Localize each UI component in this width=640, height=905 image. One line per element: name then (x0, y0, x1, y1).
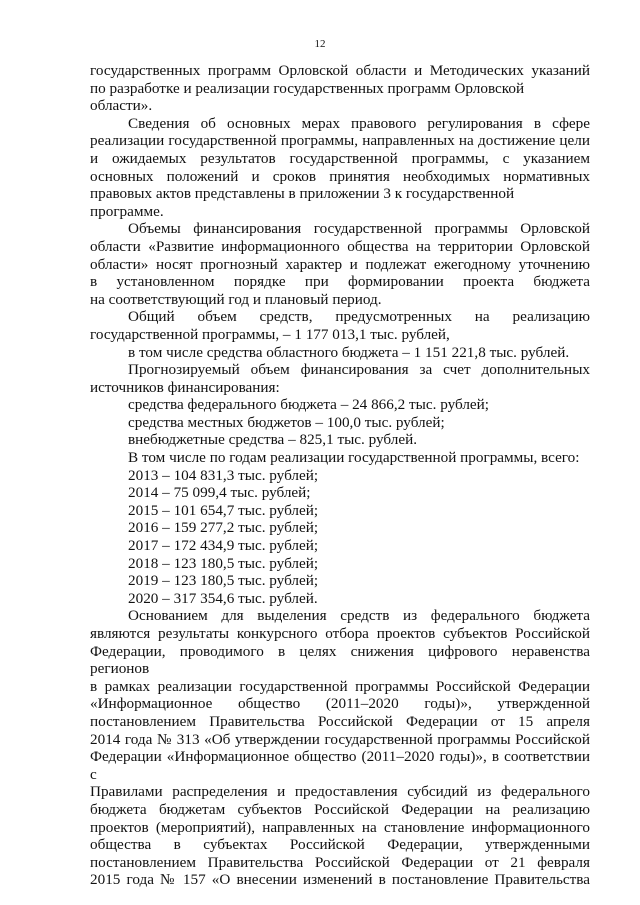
paragraph-line: 2015 года № 157 «О внесении изменений в постановление Правительства (90, 871, 590, 889)
paragraph-line: государственной программы, – 1 177 013,1 тыс. рублей, (90, 325, 450, 343)
year-funding-item: 2017 – 172 434,9 тыс. рублей; (128, 537, 319, 555)
paragraph-line: правовых актов представлены в приложении 3 к государственной программе. (90, 185, 515, 220)
paragraph-line: Федерации, проводимого в целях снижения цифрового неравенства регионов (90, 642, 590, 678)
year-funding-item: 2016 – 159 277,2 тыс. рублей; (128, 519, 319, 537)
paragraph-line: области «Развитие информационного общества на территории Орловской (90, 237, 590, 255)
paragraph-line: области» носят прогнозный характер и подлежат ежегодному уточнению (90, 255, 590, 273)
paragraph-line: по разработке и реализации государственных программ Орловской области». (90, 79, 525, 115)
paragraph-line: Федерации «Информационное общество (2011–2020 годы)», в соответствии с (90, 748, 590, 783)
year-funding-item: 2013 – 104 831,3 тыс. рублей; (128, 466, 319, 484)
year-funding-item: 2015 – 101 654,7 тыс. рублей; (128, 501, 319, 519)
paragraph-line: реализации государственной программы, направленных на достижение цели (90, 132, 590, 150)
paragraph-line: Основанием для выделения средств из федерального бюджета (128, 607, 590, 625)
paragraph-line: в установленном порядке при формировании проекта бюджета (90, 273, 590, 291)
paragraph-line: постановлением Правительства Российской Федерации от 21 февраля (90, 853, 590, 871)
paragraph-line: источников финансирования: (90, 378, 280, 396)
funding-source-item: внебюджетные средства – 825,1 тыс. рублей. (128, 431, 418, 449)
paragraph-line: государственных программ Орловской области и Методических указаний (90, 62, 590, 79)
paragraph-line: на соответствующий год и плановый период. (90, 290, 382, 308)
paragraph-line: Общий объем средств, предусмотренных на реализацию (128, 308, 590, 326)
paragraph-line: 2014 года № 313 «Об утверждении государственной программы Российской (90, 730, 590, 748)
year-funding-item: 2019 – 123 180,5 тыс. рублей; (128, 572, 319, 590)
funding-source-item: средства местных бюджетов – 100,0 тыс. рублей; (128, 413, 445, 431)
paragraph-line: основных положений и сроков принятия необходимых нормативных (90, 167, 590, 185)
paragraph-line: бюджета бюджетам субъектов Российской Федерации на реализацию (90, 800, 590, 818)
paragraph-line: в рамках реализации государственной программы Российской Федерации (90, 677, 590, 695)
paragraph-line: являются результаты конкурсного отбора проектов субъектов Российской (90, 625, 590, 642)
paragraph-line: общества в субъектах Российской Федерации, утвержденными (90, 836, 590, 854)
paragraph-line: Сведения об основных мерах правового регулирования в сфере (128, 114, 590, 132)
year-funding-item: 2020 – 317 354,6 тыс. рублей. (128, 589, 318, 607)
paragraph-line: проектов (мероприятий), направленных на становление информационного (90, 818, 590, 836)
paragraph-line: в том числе средства областного бюджета – 1 151 221,8 тыс. рублей. (128, 343, 570, 361)
paragraph-line: Правилами распределения и предоставления субсидий из федерального (90, 783, 590, 801)
year-funding-item: 2014 – 75 099,4 тыс. рублей; (128, 484, 311, 502)
paragraph-line: В том числе по годам реализации государственной программы, всего: (128, 449, 580, 467)
funding-source-item: средства федерального бюджета – 24 866,2 тыс. рублей; (128, 396, 490, 414)
document-body (90, 62, 590, 889)
paragraph-line: «Информационное общество (2011–2020 годы)», утвержденной (90, 695, 590, 713)
paragraph-line: Прогнозируемый объем финансирования за счет дополнительных (128, 361, 590, 379)
paragraph-line: и ожидаемых результатов государственной программы, с указанием (90, 149, 590, 167)
page-number: 12 (314, 38, 326, 50)
paragraph-line: постановлением Правительства Российской Федерации от 15 апреля (90, 712, 590, 730)
year-funding-item: 2018 – 123 180,5 тыс. рублей; (128, 554, 319, 572)
paragraph-line: Объемы финансирования государственной программы Орловской (128, 220, 590, 238)
